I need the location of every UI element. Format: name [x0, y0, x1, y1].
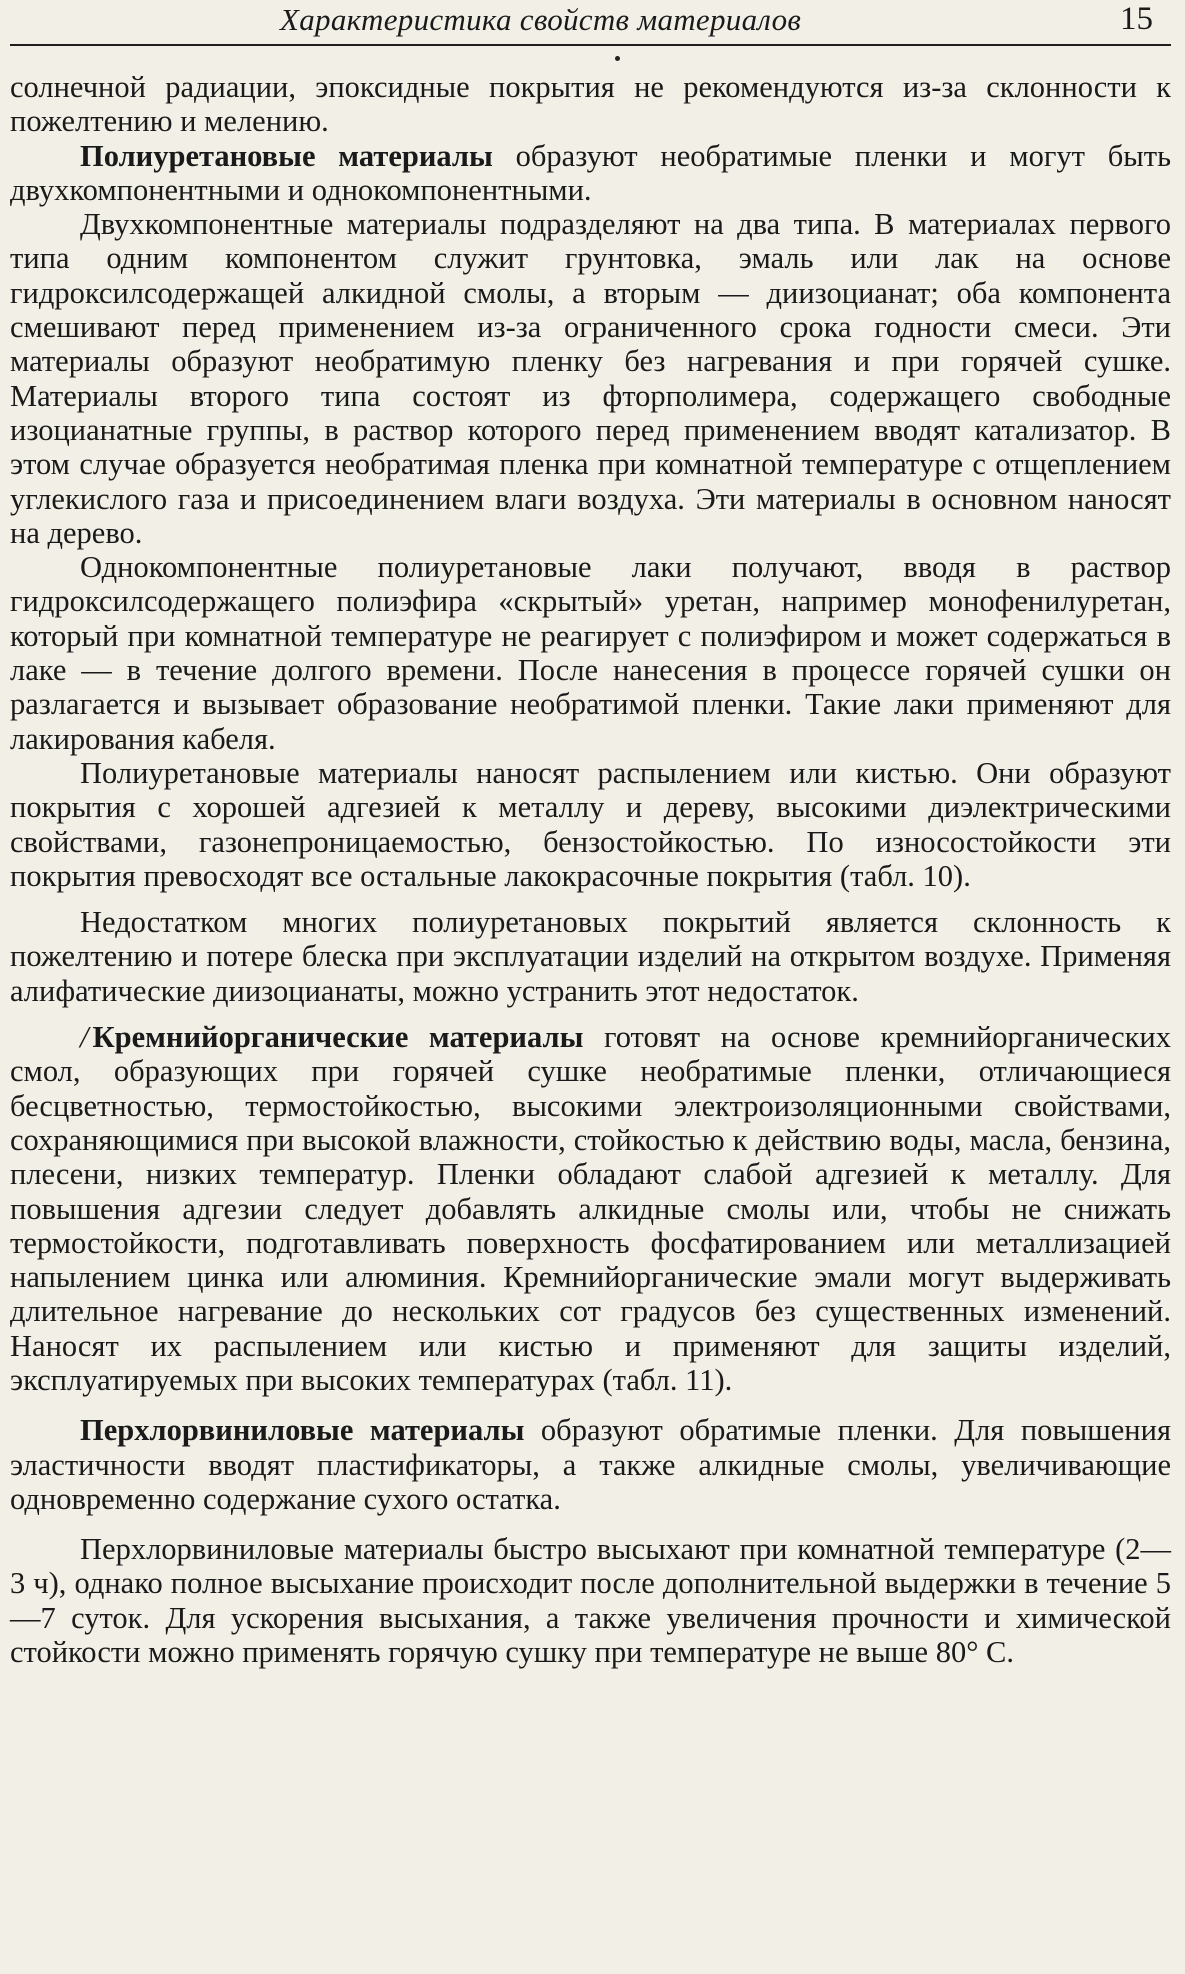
page-header	[10, 0, 1171, 46]
paragraph-polyurethane	[10, 139, 1171, 208]
paragraph-text: Недостатком многих полиуретановых покрытий является склонность к пожелтению и потере блеска при эксплуатации изделий на открытом воздухе. Применяя алифатические диизоцианаты, можно устранить этот недостаток.	[10, 905, 1171, 1008]
section-term: Перхлорвиниловые материалы	[80, 1413, 525, 1448]
paragraph-perchlorovinyl	[10, 1413, 1171, 1516]
paragraph	[10, 1532, 1171, 1669]
paragraph-text: солнечной радиации, эпоксидные покрытия не рекомендуются из-за склонности к пожелтению и мелению.	[10, 70, 1171, 139]
paragraph-text: образуют обратимые пленки. Для повышения эластичности вводят пластификаторы, а также алкидные смолы, увеличивающие одновременно содержание сухого остатка.	[10, 1413, 1171, 1516]
paragraph	[10, 905, 1171, 1008]
paragraph	[10, 756, 1171, 893]
paragraph-text: Двухкомпонентные материалы подразделяют на два типа. В материалах первого типа одним компонентом служит грунтовка, эмаль или лак на основе гидроксилсодержащей алкидной смолы, а вторым — диизоцианат; оба компонента смешивают перед применением из-за ограниченного срока годности смеси. Эти материалы образуют необратимую пленку без нагревания и при горячей сушке. Материалы второго типа состоят из фторполимера, содержащего свободные изоцианатные группы, в раствор которого перед применением вводят катализатор. В этом случае образуется необратимая пленка при комнатной температуре с отщеплением углекислого газа и присоединением влаги воздуха. Эти материалы в основном наносят на дерево.	[10, 207, 1171, 550]
section-term: Полиуретановые материалы	[80, 138, 493, 173]
margin-mark: /	[80, 1020, 89, 1055]
paragraph-text: Перхлорвиниловые материалы быстро высыхают при комнатной температуре (2—3 ч), однако полное высыхание происходит после дополнительной выдержки в течение 5—7 суток. Для ускорения высыхания, а также увеличения прочности и химической стойкости можно применять горячую сушку при температуре не выше 80° С.	[10, 1532, 1171, 1670]
page-number: 15	[1120, 1, 1153, 37]
body-text	[10, 70, 1171, 1669]
paragraph	[10, 550, 1171, 756]
paragraph-text: Полиуретановые материалы наносят распылением или кистью. Они образуют покрытия с хорошей адгезией к металлу и дереву, высокими диэлектрическими свойствами, газонепроницаемостью, бензостойкостью. По износостойкости эти покрытия превосходят все остальные лакокрасочные покрытия (табл. 10).	[10, 755, 1171, 893]
paragraph-silicone	[10, 1020, 1171, 1397]
paragraph-text: образуют необратимые пленки и могут быть двухкомпонентными и однокомпонентными.	[10, 138, 1171, 207]
paragraph	[10, 207, 1171, 550]
section-term: Кремнийорганические материалы	[92, 1020, 584, 1055]
paragraph	[10, 70, 1171, 139]
paragraph-text: Однокомпонентные полиуретановые лаки получают, вводя в раствор гидроксилсодержащего полиэфира «скрытый» уретан, например монофенилуретан, который при комнатной температуре не реагирует с полиэфиром и может содержаться в лаке — в течение долгого времени. После нанесения в процессе горячей сушки он разлагается и вызывает образование необратимой пленки. Такие лаки применяют для лакирования кабеля.	[10, 550, 1171, 756]
running-title: Характеристика свойств материалов	[280, 2, 802, 37]
paragraph-text: готовят на основе кремнийорганических смол, образующих при горячей сушке необратимые пленки, отличающиеся бесцветностью, термостойкостью, высокими электроизоляционными свойствами, сохраняющимися при высокой влажности, стойкостью к действию воды, масла, бензина, плесени, низких температур. Пленки обладают слабой адгезией к металлу. Для повышения адгезии следует добавлять алкидные смолы или, чтобы не снижать термостойкости, подготавливать поверхность фосфатированием или металлизацией напылением цинка или алюминия. Кремнийорганические эмали могут выдерживать длительное нагревание до нескольких сот градусов без существенных изменений. Наносят их распылением или кистью и применяют для защиты изделий, эксплуатируемых при высоких температурах (табл. 11).	[10, 1020, 1171, 1397]
print-dot	[615, 56, 620, 61]
